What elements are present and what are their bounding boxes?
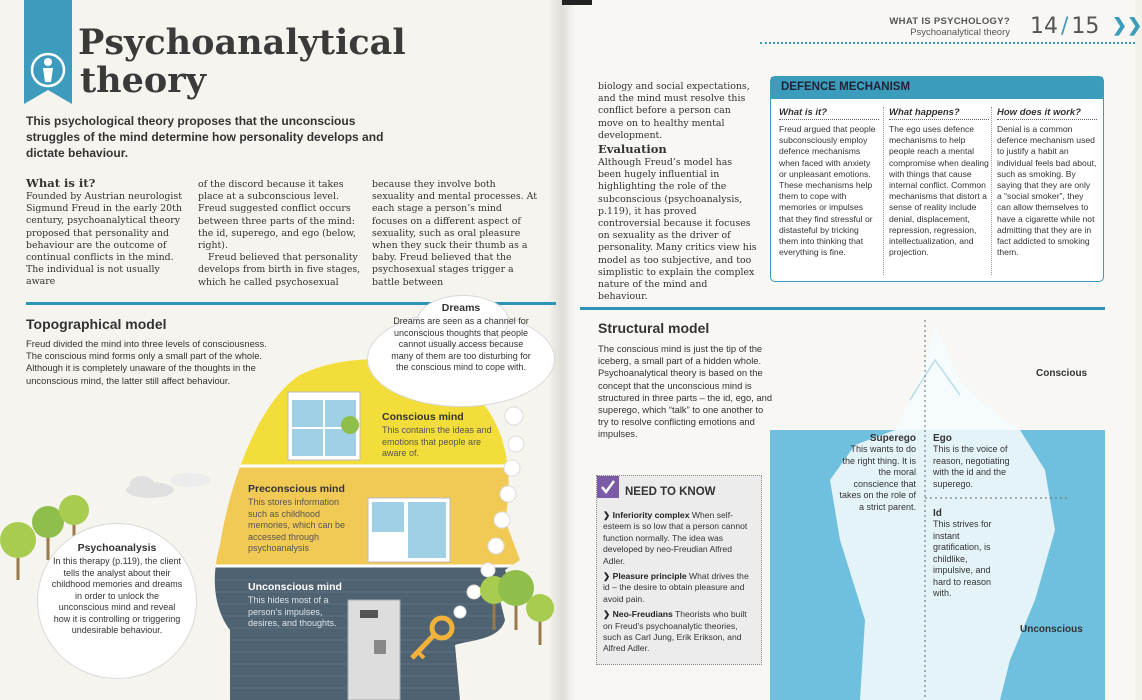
evaluation-text: Although Freud’s model has been hugely influential in highlighting the role of the subconscious (psychoanalysis, p.119), it has proved controversial because it focuses on sexuality as the driver of personality. Many critics view his model as too subjective, and too simplistic to explain the complex nature of the mind and behaviour. xyxy=(598,157,757,303)
page-numbers: 14 / 15 xyxy=(1030,14,1100,39)
chapter-ribbon xyxy=(24,0,72,104)
dreams-cloud xyxy=(368,296,554,406)
defence-col-2: What happens? The ego uses defence mechanisms to help people reach a mental compromise when dealing with things that cause internal conflict. Common mechanisms that distort a sense of reality include denial, displacement, repression, regression, intellectualization, and projection. xyxy=(889,107,989,258)
defence-col-1: What is it? Freud argued that people subconsciously employ defence mechanisms when faced with anxiety or unpleasant emotions. These mechanisms help them to cope with memories or impulses that they find stressful or distasteful by tricking them into thinking that everything is fine. xyxy=(779,107,879,258)
top-edge-mark xyxy=(562,0,592,5)
topographical-heading: Topographical model xyxy=(26,316,167,332)
need-item-3: ❯ Neo-Freudians Theorists who built on Freud’s psychoanalytic theories, such as Carl Jung, Erik Erikson, and Alfred Adler. xyxy=(603,609,747,654)
checkmark-icon xyxy=(597,476,619,498)
defence-col-3: How does it work? Denial is a common defence mechanism used to justify a habit an individual feels bad about, such as smoking. By saying that they are only a “social smoker”, they can allow themselves to have a cigarette while not admitting that they are in fact addicted to smoking them. xyxy=(997,107,1097,258)
need-item-2: ❯ Pleasure principle What drives the id – the desire to obtain pleasure and avoid pain. xyxy=(603,571,749,604)
conscious-mind-label: Conscious mind This contains the ideas and emotions that people are aware of. xyxy=(382,411,492,458)
what-is-it-col3: because they involve both sexuality and mental processes. At each stage a person’s mind focuses on a different aspect of sexuality, such as oral pleasure when they suck their thumb as a baby. Freud believed that the psychosexual stages trigger a battle between xyxy=(372,179,537,288)
what-is-it-col2: of the discord because it takes place at a subconscious level. Freud suggested conflict occurs between three parts of the mind: the id, superego, and ego (below, right). Freud believed that personality develops from birth in five stages, which he called psychosexual xyxy=(198,179,361,288)
dreams-text: Dreams are seen as a channel for unconscious thoughts that people cannot usually access because many of them are too disturbing for the conscious mind to cope with. xyxy=(391,316,531,372)
defence-heading: DEFENCE MECHANISM xyxy=(771,77,1103,99)
dreams-heading: Dreams xyxy=(441,302,481,314)
topographical-text: Freud divided the mind into three levels of consciousness. The conscious mind forms only a small part of the whole. Although it is completely unaware of the thoughts in the unconscious mind, the latter still affect behaviour. xyxy=(26,338,267,386)
need-item-1: ❯ Inferiority complex When self-esteem is so low that a person cannot function normally. The idea was developed by neo-Freudian Alfred Adler. xyxy=(603,510,748,566)
what-is-it-col1: Founded by Austrian neurologist Sigmund Freud in the early 20th century, psychoanalytical theory proposed that personality and behaviour are the outcome of continual conflicts in the mind. The individual is not usually aware xyxy=(26,191,182,288)
preconscious-mind-label: Preconscious mind This stores information such as childhood memories, which can be accessed through psychoanalysis xyxy=(248,483,346,553)
ego-label: Ego This is the voice of reason, negotiating with the id and the superego. xyxy=(933,433,1010,489)
structural-heading: Structural model xyxy=(598,320,710,336)
defence-mechanism-box xyxy=(770,76,1104,282)
evaluation-heading: Evaluation xyxy=(598,142,667,156)
what-is-it-heading: What is it? xyxy=(26,176,96,190)
need-to-know-box: NEED TO KNOW ❯ Inferiority complex When self-esteem is so low that a person cannot function normally. The idea was developed by neo-Freudian Alfred Adler. ❯ Pleasure principle What drives the id – the desire to obtain pleasure and avoid pain. ❯ Neo-Freudians Theorists who built on Freud’s psychoanalytic theories, such as Carl Jung, Erik Erikson, and Alfred Adler. xyxy=(596,475,762,665)
superego-label: Superego This wants to do the right thing. It is the moral conscience that takes on the role of a strict parent. xyxy=(839,433,916,512)
continued-text: biology and social expectations, and the mind must resolve this conflict before a person can move on to healthy mental development. xyxy=(598,81,750,141)
unconscious-label: Unconscious xyxy=(1020,624,1083,635)
page-title: Psychoanalytical theory xyxy=(78,22,406,101)
header-dotted-rule xyxy=(760,42,1135,44)
psychoanalysis-bubble: Psychoanalysis In this therapy (p.119), the client tells the analyst about their childhood memories and dreams in order to unlock the unconscious mind and reveal how it is controlling or triggering undesirable behaviour. xyxy=(38,524,196,678)
structural-text: The conscious mind is just the tip of the iceberg, a small part of a hidden whole. Psychoanalytical theory is based on the concept that the unconscious mind is structured in three parts – the id, ego, and superego, which “talk” to one another to try to resolve conflicting emotions and impulses. xyxy=(598,343,773,440)
conscious-label: Conscious xyxy=(1036,368,1088,379)
section-rule-right xyxy=(580,307,1105,310)
intro-text: This psychological theory proposes that the unconscious struggles of the mind determine how personality develops and dictate behaviour. xyxy=(26,114,384,160)
running-header: WHAT IS PSYCHOLOGY? Psychoanalytical theory xyxy=(889,16,1010,38)
unconscious-mind-label: Unconscious mind This hides most of a person’s impulses, desires, and thoughts. xyxy=(248,581,342,628)
id-label: Id This strives for instant gratification, is childlike, impulsive, and hard to reason with. xyxy=(933,508,992,598)
chevron-right-icon: ❯❯ xyxy=(1112,15,1142,35)
